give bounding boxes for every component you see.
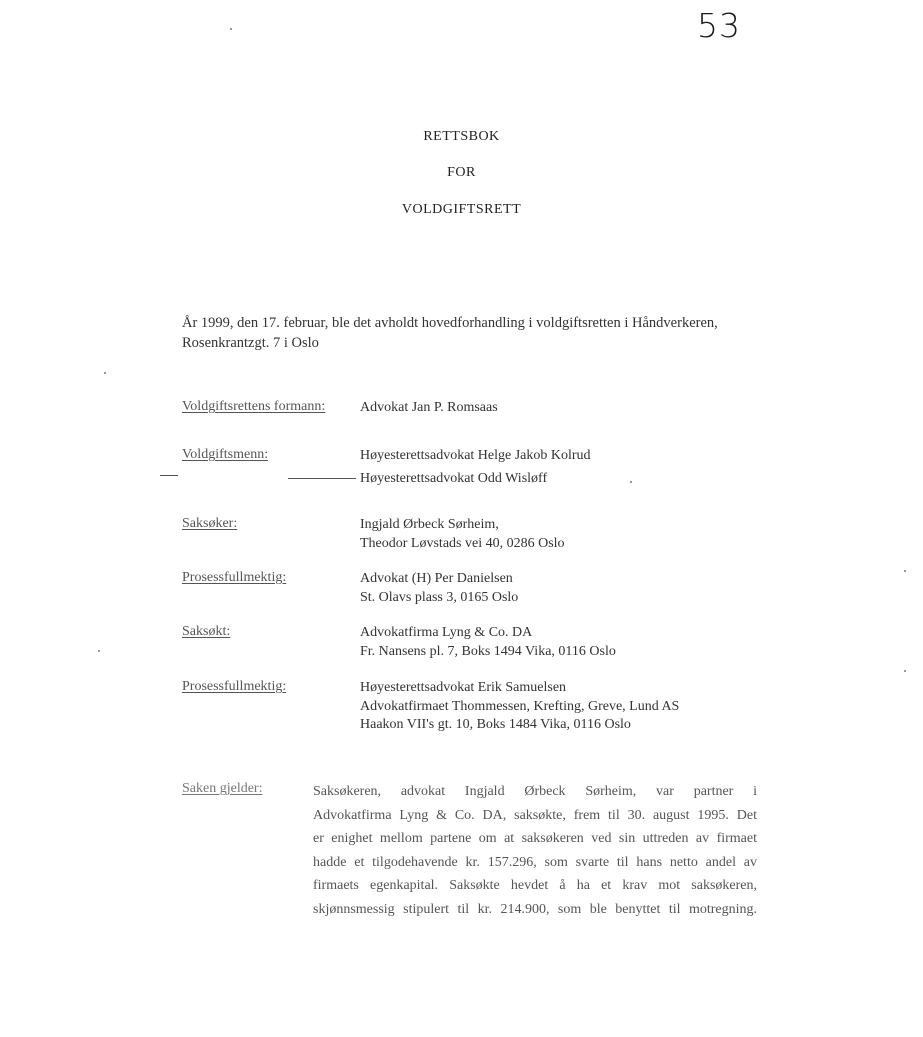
subject-line: firmaets egenkapital. Saksøkte hevdet å ha et krav mot saksøkeren, <box>313 878 757 893</box>
value-counsel-defendant <box>360 679 679 735</box>
label-chairman: Voldgiftsrettens formann: <box>182 399 326 414</box>
label-defendant: Saksøkt: <box>182 624 231 639</box>
label-plaintiff: Saksøker: <box>182 516 238 531</box>
title-line-1: RETTSBOK <box>423 129 500 144</box>
subject-line: Saksøkeren, advokat Ingjald Ørbeck Sørheim, var partner i <box>313 784 757 799</box>
intro-line-2: Rosenkrantzgt. 7 i Oslo <box>182 335 319 351</box>
value-line: Theodor Løvstads vei 40, 0286 Oslo <box>360 535 565 551</box>
label-counsel-defendant: Prosessfullmektig: <box>182 679 287 694</box>
label-arbitrators: Voldgiftsmenn: <box>182 447 269 462</box>
scan-speck <box>98 650 100 652</box>
value-line: Advokatfirma Lyng & Co. DA <box>360 625 533 640</box>
subject-line: hadde et tilgodehavende kr. 157.296, som svarte til hans netto andel av <box>313 854 757 870</box>
intro-line-1: År 1999, den 17. februar, ble det avholdt hovedforhandling i voldgiftsretten i Håndverkeren, <box>182 315 718 331</box>
value-line: Advokatfirmaet Thommessen, Krefting, Greve, Lund AS <box>360 698 680 714</box>
page-number: 53 <box>697 6 741 45</box>
value-arbitrators <box>360 447 591 488</box>
intro-paragraph <box>182 313 762 353</box>
scan-speck <box>904 570 906 572</box>
scan-speck <box>630 481 632 483</box>
subject-paragraph <box>313 780 757 921</box>
value-line: Fr. Nansens pl. 7, Boks 1494 Vika, 0116 Oslo <box>360 643 616 659</box>
label-subject: Saken gjelder: <box>182 781 263 796</box>
value-line: Haakon VII's gt. 10, Boks 1484 Vika, 0116 Oslo <box>360 717 631 732</box>
subject-line: Advokatfirma Lyng & Co. DA, saksøkte, frem til 30. august 1995. Det <box>313 807 757 823</box>
value-line: St. Olavs plass 3, 0165 Oslo <box>360 589 519 605</box>
title-line-2: FOR <box>447 165 476 180</box>
value-line: Høyesterettsadvokat Erik Samuelsen <box>360 680 567 695</box>
value-defendant <box>360 624 616 661</box>
value-line: Advokat Jan P. Romsaas <box>360 400 498 415</box>
scan-speck <box>104 372 106 374</box>
subject-line: skjønnsmessig stipulert til kr. 214.900, som ble benyttet til motregning. <box>313 901 757 917</box>
value-line: Ingjald Ørbeck Sørheim, <box>360 517 499 532</box>
value-plaintiff <box>360 516 565 553</box>
scan-speck <box>230 28 232 30</box>
value-line: Høyesterettsadvokat Odd Wisløff <box>360 470 548 486</box>
subject-line: er enighet mellom partene om at saksøkeren ved sin uttreden av firmaet <box>313 831 757 846</box>
scan-mark <box>160 475 178 476</box>
value-chairman <box>360 399 498 418</box>
value-line: Advokat (H) Per Danielsen <box>360 571 513 586</box>
value-line: Høyesterettsadvokat Helge Jakob Kolrud <box>360 448 591 463</box>
scan-mark <box>288 478 356 479</box>
scan-speck <box>904 670 906 672</box>
label-counsel-plaintiff: Prosessfullmektig: <box>182 570 287 585</box>
value-counsel-plaintiff <box>360 570 518 607</box>
title-line-3: VOLDGIFTSRETT <box>401 202 522 217</box>
